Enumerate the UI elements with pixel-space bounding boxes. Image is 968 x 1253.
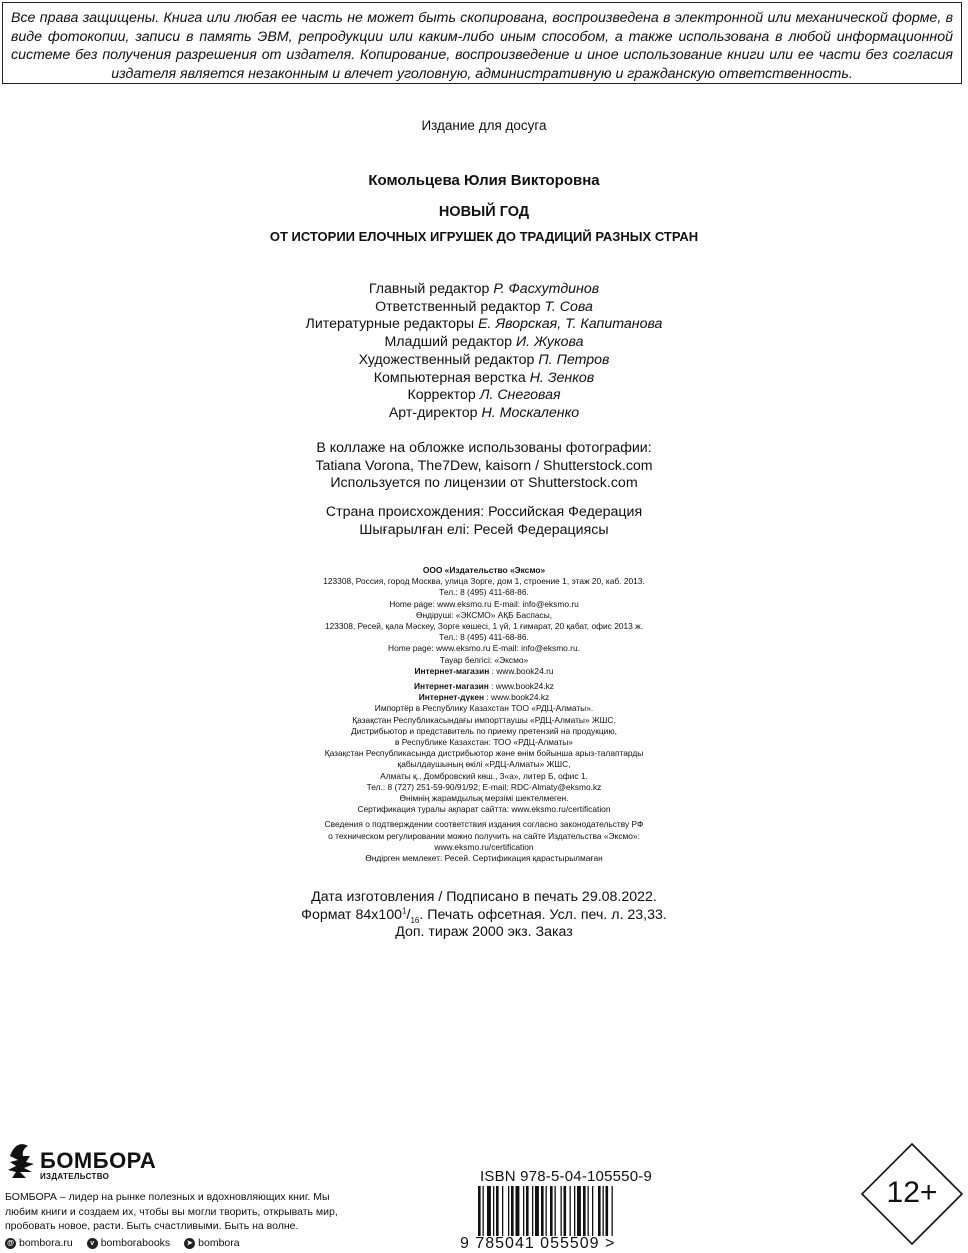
- country-of-origin: [0, 504, 968, 539]
- importer-line: Сертификация туралы ақпарат сайтта: www.eksmo.ru/certification: [357, 804, 611, 815]
- certification-line: Өндірген мемлекет: Ресей. Сертификация қарастырылмаған: [365, 853, 603, 864]
- photo-credit-line: В коллаже на обложке использованы фотографии:: [316, 440, 652, 456]
- author-name: Комольцева Юлия Викторовна: [368, 172, 600, 189]
- credit-line: Арт-директор Н. Москаленко: [388, 404, 580, 421]
- web-icon: @: [5, 1238, 16, 1249]
- print-run: Доп. тираж 2000 экз. Заказ: [395, 924, 573, 940]
- print-info: [0, 889, 968, 942]
- social-link[interactable]: [184, 1237, 239, 1249]
- leisure-edition-label: Издание для досуга: [421, 118, 547, 133]
- credit-line: Ответственный редактор Т. Сова: [375, 298, 593, 315]
- importer-line: Өнімнің жарамдылық мерзімі шектелмеген.: [399, 793, 569, 804]
- credit-line: Главный редактор Р. Фасхутдинов: [368, 281, 600, 297]
- importer-line: Алматы қ., Домбровский көш., 3«а», литер Б, офис 1.: [380, 770, 588, 781]
- social-link[interactable]: [5, 1237, 73, 1249]
- credit-line: Художественный редактор П. Петров: [358, 351, 610, 368]
- importer-line: Дистрибьютор и представитель по приему претензий на продукцию,: [351, 725, 617, 736]
- social-label: bomborabooks: [100, 1237, 171, 1249]
- logo-wordmark: БОМБОРА: [40, 1148, 157, 1173]
- publisher-name: ООО «Издательство «Эксмо»: [422, 565, 546, 575]
- importer-line: Импортёр в Республику Казахстан ТОО «РДЦ-Алматы».: [374, 703, 594, 714]
- publisher-line: Тел.: 8 (495) 411-68-86.: [439, 632, 529, 643]
- publisher-info: [0, 565, 968, 864]
- publisher-line: Тауар белгісі: «Эксмо»: [439, 654, 529, 665]
- photo-credit-line: Tatiana Vorona, The7Dew, kaisorn / Shutterstock.com: [315, 457, 653, 474]
- credit-line: Младший редактор И. Жукова: [384, 334, 584, 351]
- book-title: НОВЫЙ ГОД: [438, 204, 530, 220]
- telegram-icon: ➤: [184, 1238, 195, 1249]
- origin-line: Страна происхождения: Российская Федерация: [325, 504, 643, 520]
- print-date: Дата изготовления / Подписано в печать 29.08.2022.: [311, 889, 657, 905]
- social-link[interactable]: [87, 1237, 170, 1249]
- online-shop-line: Интернет-магазин : www.book24.ru: [414, 665, 554, 676]
- publisher-line: Өндіруші: «ЭКСМО» АҚБ Баспасы,: [415, 609, 553, 620]
- origin-line: Шығарылған елі: Ресей Федерациясы: [359, 521, 609, 538]
- credit-line: Компьютерная верстка Н. Зенков: [373, 369, 595, 386]
- book-subtitle: ОТ ИСТОРИИ ЕЛОЧНЫХ ИГРУШЕК ДО ТРАДИЦИЙ РАЗНЫХ СТРАН: [269, 229, 699, 244]
- photo-credit-line: Используется по лицензии от Shutterstock.com: [330, 475, 638, 491]
- importer-line: в Республике Казахстан: ТОО «РДЦ-Алматы»: [395, 737, 573, 748]
- importer-line: Қазақстан Республикасында дистрибьютор және өнім бойынша арыз-талаптарды: [324, 748, 644, 759]
- barcode-digits: 9 785041 055509 >: [460, 1235, 616, 1252]
- credit-line: Литературные редакторы Е. Яворская, Т. Капитанова: [305, 316, 663, 333]
- publisher-slogan: БОМБОРА – лидер на рынке полезных и вдохновляющих книг. Мы любим книги и создаем их, чтобы вы могли творить, открывать мир, пробовать новое, расти. Быть счастливыми. Быть на волне.: [5, 1191, 338, 1232]
- social-label: bombora: [198, 1237, 240, 1249]
- photo-credits: [0, 440, 968, 493]
- online-shop-line: Интернет-дүкен : www.book24.kz: [418, 692, 550, 703]
- publisher-line: Тел.: 8 (495) 411-68-86.: [439, 587, 529, 598]
- vk-icon: v: [87, 1238, 98, 1249]
- print-format: Формат $84x100^1/_{16}$. Печать офсетная. Усл. печ. л. 23,33.: [301, 905, 667, 925]
- social-label: bombora.ru: [19, 1237, 73, 1249]
- age-rating: 12+: [886, 1176, 938, 1209]
- publisher-line: 123308, Россия, город Москва, улица Зорге, дом 1, строение 1, этаж 20, каб. 2013.: [323, 576, 645, 587]
- editorial-credits: [0, 281, 968, 423]
- copyright-notice: Все права защищены. Книга или любая ее часть не может быть скопирована, воспроизведена в электронной или механической форме, в виде фотокопии, записи в память ЭВМ, репродукции или каким-либо иным способом, а также использована в любой информационной системе без получения разрешения от издателя. Копирование, воспроизведение и иное использование книги или ее части без согласия издателя является незаконным и влечет уголовную, административную и гражданскую ответственность.: [2, 2, 962, 84]
- social-links: [5, 1237, 240, 1249]
- logo-subtitle: ИЗДАТЕЛЬСТВО: [40, 1172, 110, 1181]
- credit-line: Корректор Л. Снеговая: [407, 387, 561, 404]
- importer-line: Тел.: 8 (727) 251-59-90/91/92; E-mail: RDC-Almaty@eksmo.kz: [366, 781, 602, 792]
- certification-line: Сведения о подтверждении соответствия издания согласно законодательству РФ: [324, 819, 644, 830]
- certification-line: о техническом регулировании можно получить на сайте Издательства «Эксмо»:: [328, 830, 640, 841]
- online-shop-line: Интернет-магазин : www.book24.kz: [414, 681, 554, 692]
- certification-line: www.eksmo.ru/certification: [434, 841, 534, 852]
- importer-line: Қазақстан Республикасындағы импорттаушы «РДЦ-Алматы» ЖШС.: [352, 714, 616, 725]
- publisher-line: 123308, Ресей, қала Мәскеу, Зорге көшесі, 1 үй, 1 ғимарат, 20 қабат, офис 2013 ж.: [324, 621, 644, 632]
- publisher-line: Home page: www.eksmo.ru E-mail: info@eksmo.ru.: [388, 643, 580, 654]
- importer-line: қабылдаушының өкілі «РДЦ-Алматы» ЖШС,: [397, 759, 571, 770]
- publisher-line: Home page: www.eksmo.ru E-mail: info@eksmo.ru: [389, 598, 579, 609]
- isbn-number: ISBN 978-5-04-105550-9: [480, 1168, 653, 1185]
